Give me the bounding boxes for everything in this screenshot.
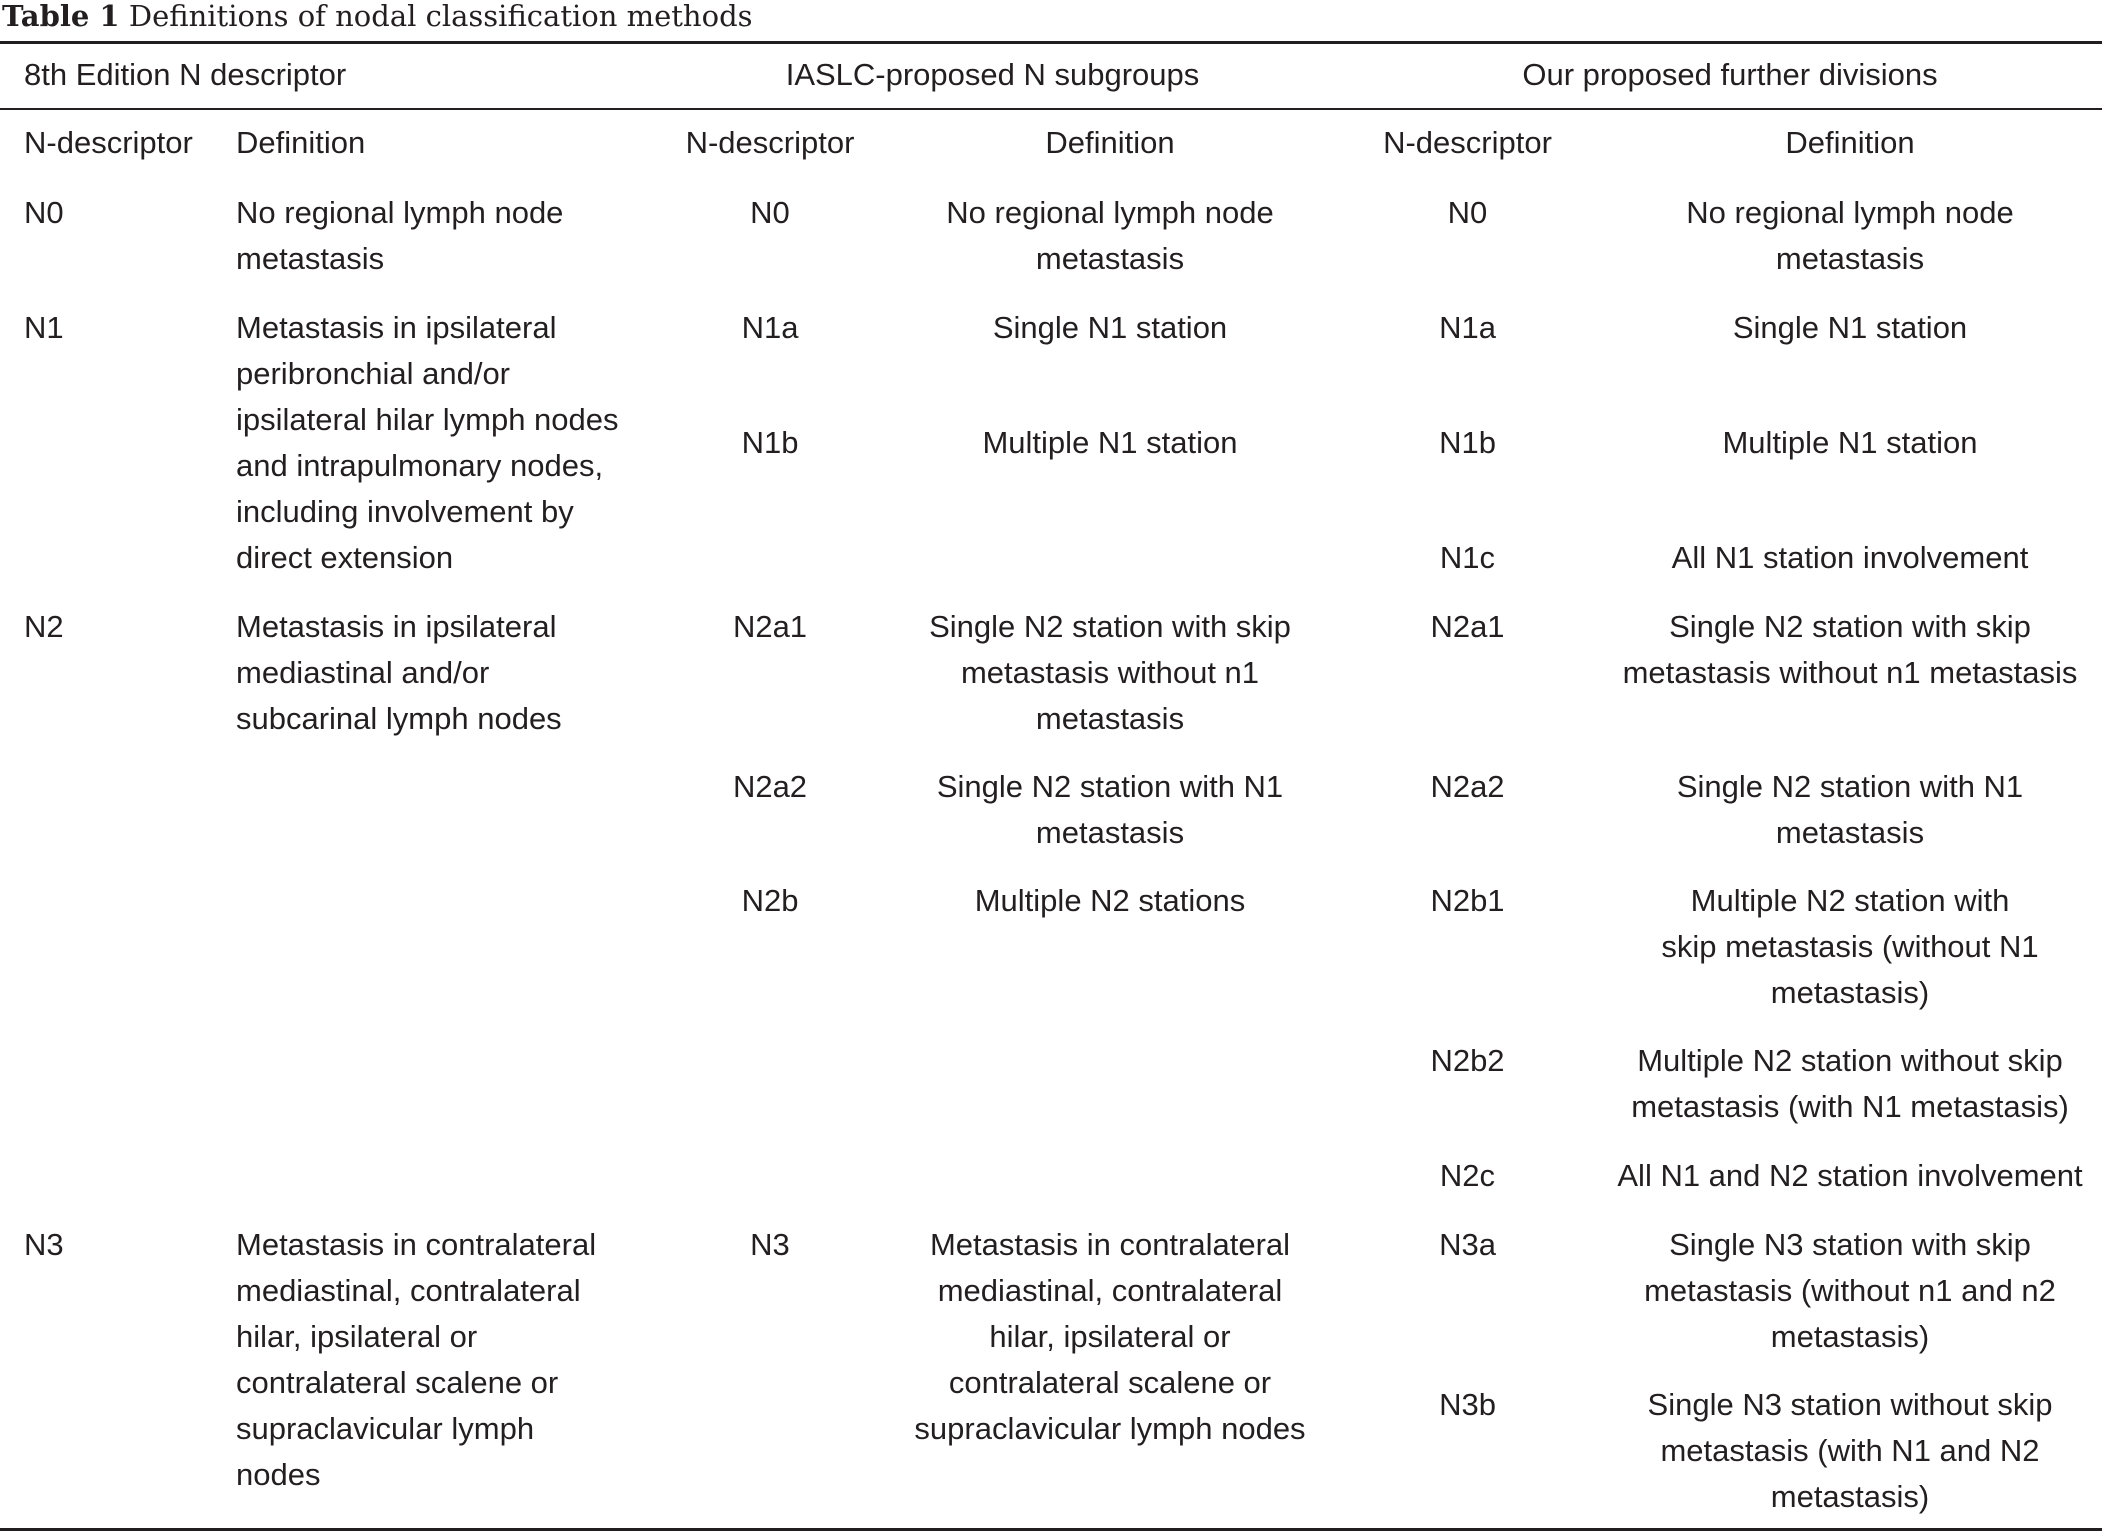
column-header-iaslc-definition: Definition (1045, 125, 1175, 160)
proposed-descriptor-cell: N2a2 (1430, 769, 1505, 804)
iaslc-descriptor-cell: N2a2 (732, 769, 808, 804)
proposed-descriptor-cell: N2b2 (1430, 1043, 1505, 1078)
definition-line: supraclavicular lymph (236, 1411, 535, 1446)
iaslc-descriptor-cell: N0 (750, 195, 790, 230)
proposed-definition-cell (1590, 1038, 2102, 1130)
proposed-definition-cell (1590, 420, 2102, 466)
iaslc-definition-cell (880, 305, 1340, 351)
table-top-rule (0, 41, 2102, 44)
definition-line: No regional lymph node (236, 195, 564, 230)
definition-line: hilar, ipsilateral or (236, 1319, 478, 1354)
iaslc-descriptor-cell: N2a1 (732, 609, 808, 644)
definition-line: metastasis) (1770, 975, 1930, 1010)
definition-line: Multiple N2 stations (974, 883, 1246, 918)
definition-line: No regional lymph node (1686, 195, 2014, 230)
proposed-descriptor-cell: N3a (1439, 1227, 1496, 1262)
column-header-8th-descriptor: N-descriptor (24, 125, 193, 160)
definition-line: and intrapulmonary nodes, (236, 448, 604, 483)
definition-line: All N1 station involvement (1671, 540, 2029, 575)
definition-line: Multiple N2 station without skip (1637, 1043, 2063, 1078)
eighth-edition-definition-cell (236, 190, 563, 282)
group-header-rule (0, 108, 2102, 110)
proposed-definition-cell (1590, 190, 2102, 282)
definition-line: metastasis (without n1 and n2 (1644, 1273, 2056, 1308)
definition-line: metastasis) (1770, 1319, 1930, 1354)
definition-line: Single N2 station with skip (929, 609, 1291, 644)
definition-line: Single N3 station with skip (1669, 1227, 2031, 1262)
eighth-edition-descriptor-cell: N2 (24, 609, 64, 644)
definition-line: supraclavicular lymph nodes (914, 1411, 1306, 1446)
group-header-8th-edition: 8th Edition N descriptor (24, 57, 347, 92)
proposed-definition-cell (1590, 764, 2102, 856)
definition-line: metastasis (1775, 241, 1925, 276)
proposed-descriptor-cell: N1a (1439, 310, 1496, 345)
definition-line: metastasis (1775, 815, 1925, 850)
definition-line: skip metastasis (without N1 (1661, 929, 2039, 964)
definition-line: metastasis) (1770, 1479, 1930, 1514)
proposed-definition-cell (1590, 878, 2102, 1016)
eighth-edition-descriptor-cell: N3 (24, 1227, 64, 1262)
column-header-proposed-descriptor: N-descriptor (1383, 125, 1552, 160)
iaslc-definition-cell (880, 420, 1340, 466)
definition-line: Multiple N2 station with (1690, 883, 2010, 918)
table-title: Definitions of nodal classification methods (128, 0, 753, 33)
table-bottom-rule (0, 1528, 2102, 1531)
proposed-descriptor-cell: N2c (1439, 1158, 1496, 1193)
proposed-definition-cell (1590, 1382, 2102, 1520)
definition-line: Multiple N1 station (982, 425, 1238, 460)
proposed-definition-cell (1590, 1222, 2102, 1360)
table-number: Table 1 (2, 0, 120, 33)
definition-line: Single N2 station with N1 (936, 769, 1284, 804)
definition-line: No regional lymph node (946, 195, 1274, 230)
proposed-definition-cell (1590, 305, 2102, 351)
proposed-definition-cell (1590, 535, 2102, 581)
proposed-descriptor-cell: N1b (1439, 425, 1496, 460)
table-caption (2, 0, 753, 32)
definition-line: Single N3 station without skip (1647, 1387, 2053, 1422)
definition-line: contralateral scalene or (236, 1365, 559, 1400)
eighth-edition-definition-cell (236, 604, 562, 742)
iaslc-descriptor-cell: N3 (750, 1227, 790, 1262)
eighth-edition-definition-cell (236, 305, 619, 581)
proposed-descriptor-cell: N3b (1439, 1387, 1496, 1422)
definition-line: metastasis (with N1 and N2 (1660, 1433, 2040, 1468)
iaslc-descriptor-cell: N1a (741, 310, 799, 345)
definition-line: metastasis (236, 241, 385, 276)
definition-line: Metastasis in ipsilateral (236, 310, 557, 345)
definition-line: contralateral scalene or (948, 1365, 1272, 1400)
proposed-descriptor-cell: N1c (1439, 540, 1496, 575)
proposed-descriptor-cell: N2a1 (1430, 609, 1505, 644)
iaslc-definition-cell (880, 878, 1340, 924)
definition-line: All N1 and N2 station involvement (1617, 1158, 2083, 1193)
eighth-edition-descriptor-cell: N0 (24, 195, 64, 230)
column-header-8th-definition: Definition (236, 125, 366, 160)
definition-line: metastasis (1035, 815, 1185, 850)
proposed-descriptor-cell: N2b1 (1430, 883, 1505, 918)
definition-line: direct extension (236, 540, 454, 575)
definition-line: subcarinal lymph nodes (236, 701, 562, 736)
eighth-edition-descriptor-cell: N1 (24, 310, 64, 345)
definition-line: metastasis (1035, 701, 1185, 736)
definition-line: mediastinal, contralateral (236, 1273, 581, 1308)
proposed-descriptor-cell: N0 (1447, 195, 1488, 230)
definition-line: metastasis (1035, 241, 1185, 276)
proposed-definition-cell (1590, 604, 2102, 696)
definition-line: Single N1 station (992, 310, 1228, 345)
definition-line: Metastasis in contralateral (236, 1227, 597, 1262)
definition-line: Multiple N1 station (1722, 425, 1978, 460)
definition-line: Single N2 station with N1 (1676, 769, 2024, 804)
definition-line: hilar, ipsilateral or (989, 1319, 1231, 1354)
iaslc-definition-cell (880, 764, 1340, 856)
definition-line: including involvement by (236, 494, 574, 529)
definition-line: mediastinal and/or (236, 655, 490, 690)
group-header-iaslc: IASLC-proposed N subgroups (785, 57, 1200, 92)
column-header-iaslc-descriptor: N-descriptor (685, 125, 855, 160)
column-header-proposed-definition: Definition (1785, 125, 1915, 160)
proposed-definition-cell (1590, 1153, 2102, 1199)
definition-line: Metastasis in ipsilateral (236, 609, 557, 644)
definition-line: metastasis without n1 (960, 655, 1260, 690)
definition-line: Single N1 station (1732, 310, 1968, 345)
iaslc-descriptor-cell: N1b (741, 425, 799, 460)
iaslc-definition-cell (880, 1222, 1340, 1452)
definition-line: ipsilateral hilar lymph nodes (236, 402, 619, 437)
definition-line: Metastasis in contralateral (929, 1227, 1291, 1262)
definition-line: Single N2 station with skip (1669, 609, 2031, 644)
definition-line: mediastinal, contralateral (937, 1273, 1283, 1308)
iaslc-definition-cell (880, 190, 1340, 282)
eighth-edition-definition-cell (236, 1222, 596, 1498)
definition-line: nodes (236, 1457, 321, 1492)
definition-line: metastasis (with N1 metastasis) (1631, 1089, 2069, 1124)
definition-line: peribronchial and/or (236, 356, 511, 391)
group-header-proposed: Our proposed further divisions (1522, 57, 1938, 92)
iaslc-descriptor-cell: N2b (741, 883, 799, 918)
iaslc-definition-cell (880, 604, 1340, 742)
definition-line: metastasis without n1 metastasis (1622, 655, 2078, 690)
